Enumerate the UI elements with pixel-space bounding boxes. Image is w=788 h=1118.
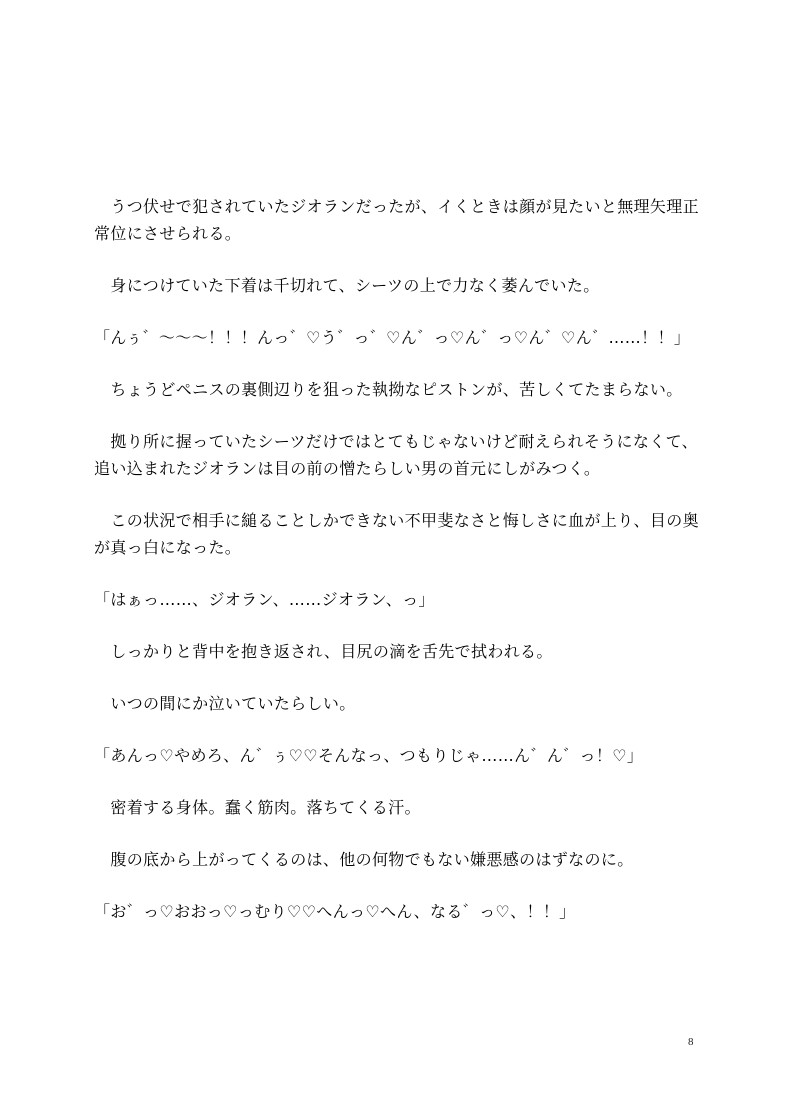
paragraph: 拠り所に握っていたシーツだけではとてもじゃないけど耐えられそうになくて、追い込まれたジオランは目の前の憎たらしい男の首元にしがみつく。 [94, 432, 698, 478]
body-text [94, 193, 704, 950]
dialogue-line: 「あんっ♡やめろ、ん゛ぅ♡♡そんなっ、つもりじゃ……ん゛ん゛っ！♡」 [94, 746, 644, 765]
page-number: 8 [688, 1036, 694, 1048]
paragraph: いつの間にか泣いていたらしい。 [94, 694, 356, 713]
paragraph: ちょうどペニスの裏側辺りを狙った執拗なピストンが、苦しくてたまらない。 [94, 380, 683, 399]
paragraph: この状況で相手に縋ることしかできない不甲斐なさと悔しさに血が上り、目の奥が真っ白になった。 [94, 511, 699, 557]
paragraph: 腹の底から上がってくるのは、他の何物でもない嫌悪感のはずなのに。 [94, 850, 634, 869]
dialogue-line: 「お゛っ♡おおっ♡っむり♡♡へんっ♡へん、なる゛っ♡、！！」 [94, 902, 576, 921]
dialogue-line: 「はぁっ……、ジオラン、……ジオラン、っ」 [94, 590, 435, 609]
paragraph: 身につけていた下着は千切れて、シーツの上で力なく萎んでいた。 [94, 276, 600, 295]
paragraph: しっかりと背中を抱き返され、目尻の滴を舌先で拭われる。 [94, 642, 553, 661]
dialogue-line: 「んぅ゛〜〜〜！！！んっ゛♡う゛っ゛♡ん゛っ♡ん゛っ♡ん゛♡ん゛……！！」 [94, 328, 691, 347]
paragraph: うつ伏せで犯されていたジオランだったが、イくときは顔が見たいと無理矢理正常位にさせられる。 [94, 197, 699, 243]
paragraph: 密着する身体。蠢く筋肉。落ちてくる汗。 [94, 798, 421, 817]
